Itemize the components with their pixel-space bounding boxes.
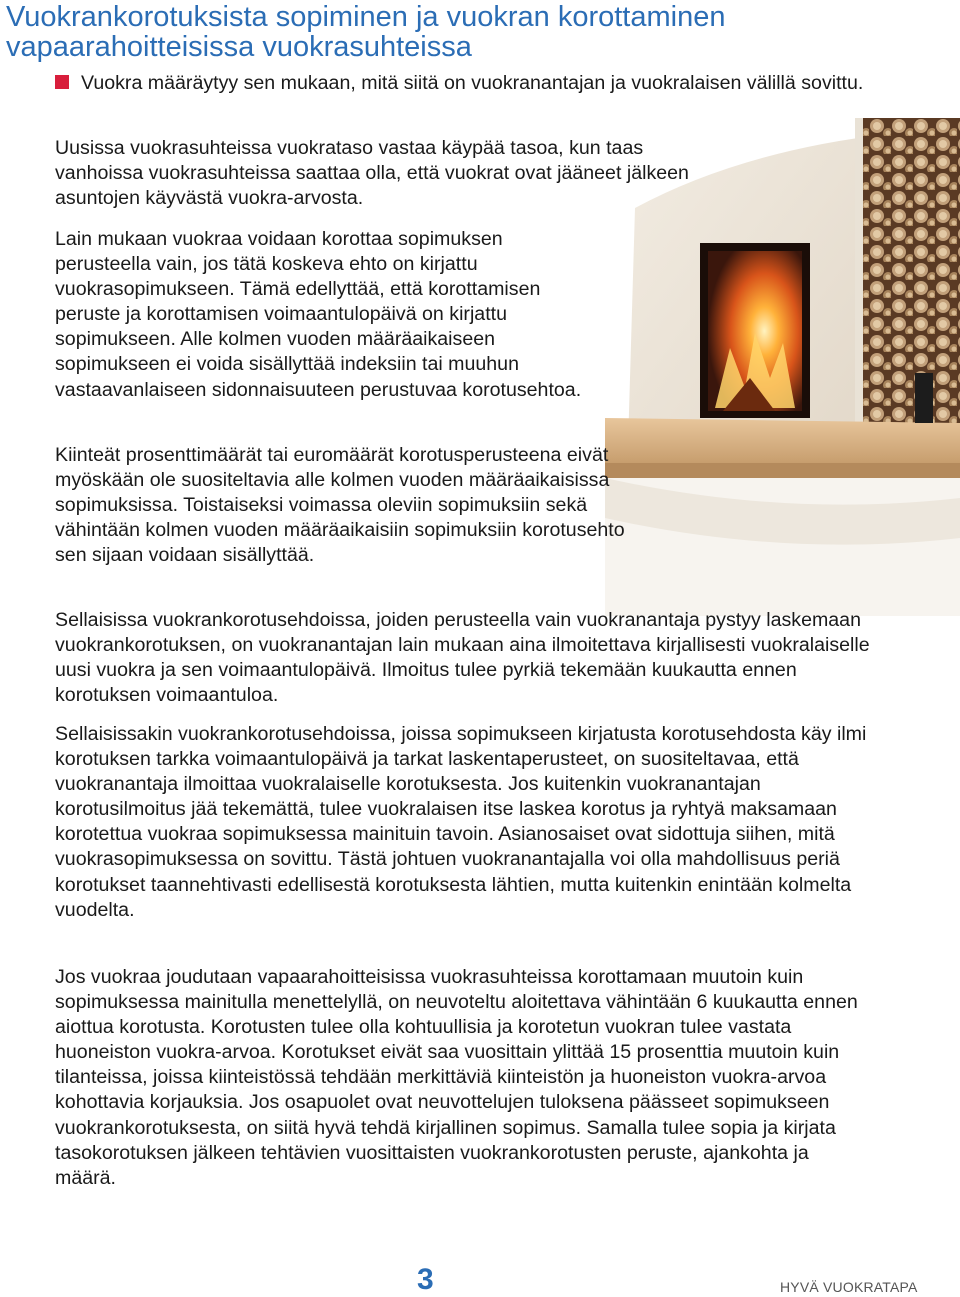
paragraph-5: Sellaisissakin vuokrankorotusehdoissa, joissa sopimukseen kirjatusta korotusehdosta käy ilmi korotuksen tarkka voimaantulopäivä ja tarkat laskentaperusteet, on suositeltavaa, että vuokranantaja ilmoittaa vuokralaiselle korotuksesta. Jos kuitenkin vuokranantajan korotusilmoitus jää tekemättä, tulee vuokralaisen itse laskea korotus ja ryhtyä maksamaan korotettua vuokraa sopimuksessa mainituin tavoin. Asianosaiset ovat sidottuja siihen, mitä vuokrasopimuksessa on sovittu. Tästä johtuen vuokranantajalla voi olla mahdollisuus periä korotukset taannehtivasti edellisestä korotuksesta lähtien, mutta kuitenkin enintään kolmelta vuodelta. — [55, 723, 867, 921]
bullet-square-icon — [55, 75, 69, 89]
title-line-2: vapaarahoitteisissa vuokrasuhteissa — [6, 31, 472, 63]
bullet-item — [55, 71, 875, 96]
title-line-1: Vuokrankorotuksista sopiminen ja vuokran korottaminen — [6, 1, 726, 33]
footer-label: HYVÄ VUOKRATAPA — [780, 1279, 918, 1295]
bullet-text: Vuokra määräytyy sen mukaan, mitä siitä on vuokranantajan ja vuokralaisen välillä sovittu. — [81, 72, 864, 94]
paragraph-1: Uusissa vuokrasuhteissa vuokrataso vastaa käypää tasoa, kun taas vanhoissa vuokrasuhteissa saattaa olla, että vuokrat ovat jääneet jälkeen asuntojen käyvästä vuokra-arvosta. — [55, 137, 689, 210]
paragraph-4: Sellaisissa vuokrankorotusehdoissa, joiden perusteella vain vuokranantaja pystyy laskemaan vuokrankorotuksen, on vuokranantajan lain mukaan aina ilmoitettava kirjallisesti vuokralaiselle uusi vuokra ja sen voimaantulopäivä. Ilmoitus tulee pyrkiä tekemään kuukautta ennen korotuksen voimaantuloa. — [55, 609, 870, 707]
paragraph-2: Lain mukaan vuokraa voidaan korottaa sopimuksen perusteella vain, jos tätä koskeva ehto on kirjattu vuokrasopimukseen. Tämä edellyttää, että korottamisen peruste ja korottamisen voimaantulopäivä on kirjattu sopimukseen. Alle kolmen vuoden määräaikaiseen sopimukseen ei voida sisällyttää indeksiin tai muuhun vastaavanlaiseen sidonnaisuuteen perustuvaa korotusehtoa. — [55, 228, 582, 401]
page-title — [6, 2, 946, 62]
paragraph-6: Jos vuokraa joudutaan vapaarahoitteisissa vuokrasuhteissa korottamaan muutoin kuin sopimuksessa mainitulla menettelyllä, on neuvoteltu aloitettava vähintään 6 kuukautta ennen aiottua korotusta. Korotusten tulee olla kohtuullisia ja korotetun vuokran tulee vastata huoneiston vuokra-arvoa. Korotukset eivät saa vuosittain ylittää 15 prosenttia muutoin kuin tilanteissa, joissa kiinteistössä tehdään merkittäviä kiinteistön ja huoneiston vuokra-arvoa kohottavia korjauksia. Jos osapuolet ovat neuvottelujen tuloksena päässeet sopimukseen vuokrankorotuksesta, on siitä hyvä tehdä kirjallinen sopimus. Samalla tulee sopia ja kirjata tasokorotuksen jälkeen tehtävien vuosittaisten vuokrankorotusten peruste, ajankohta ja määrä. — [55, 966, 858, 1189]
paragraph-3: Kiinteät prosenttimäärät tai euromäärät korotusperusteena eivät myöskään ole suositeltavia alle kolmen vuoden määräaikaisissa sopimuksissa. Toistaiseksi voimassa oleviin sopimuksiin sekä vähintään kolmen vuoden määräaikaisiin sopimuksiin korotusehto sen sijaan voidaan sisällyttää. — [55, 444, 625, 567]
page-number: 3 — [417, 1263, 434, 1296]
